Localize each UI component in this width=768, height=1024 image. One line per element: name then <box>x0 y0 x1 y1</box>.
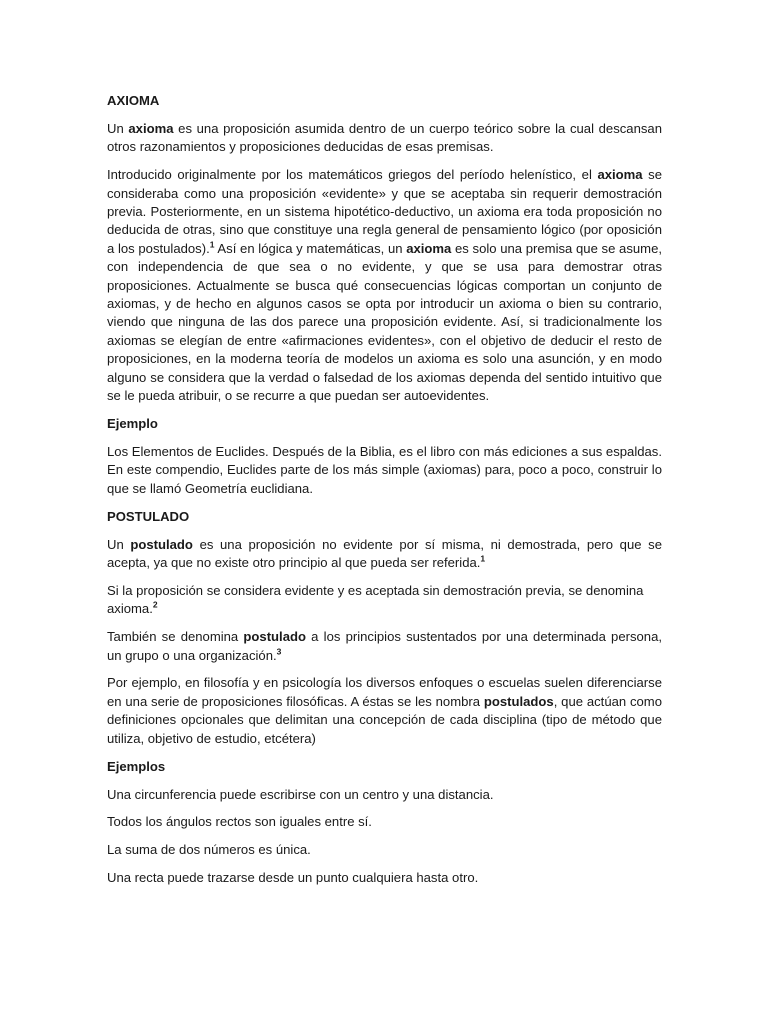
term-postulados: postulados <box>483 693 554 709</box>
axioma-history-paragraph <box>107 166 662 405</box>
term-postulado: postulado <box>243 629 306 645</box>
example-item: La suma de dos números es única. <box>107 842 311 858</box>
footnote-marker: 2 <box>152 599 158 610</box>
term-postulado: postulado <box>130 536 193 552</box>
postulado-definition-paragraph <box>107 536 662 573</box>
section-heading-axioma: AXIOMA <box>107 93 160 108</box>
section-heading-postulado: POSTULADO <box>107 508 190 524</box>
example-item: Una recta puede trazarse desde un punto cualquiera hasta otro. <box>107 870 479 886</box>
text-run: Un <box>107 120 129 136</box>
text-run: es una proposición no evidente por sí misma, ni demostrada, pero que se acepta, ya que no existe otro principio al que pueda ser referida. <box>107 536 662 570</box>
document-body <box>107 92 662 897</box>
text-run: es solo una premisa que se asume, con independencia de que sea o no evidente, y que se usa para demostrar otras proposiciones. Actualmente se busca qué consecuencias lógicas comportan un conjunto de axiomas, y de hecho en algunos casos se opta por introducir un axioma o bien su contrario, viendo que ninguna de las dos parece una proposición evidente. Así, si tradicionalmente los axiomas se elegían de entre «afirmaciones evidentes», con el objetivo de deducir el resto de proposiciones, en la moderna teoría de modelos un axioma es solo una asunción, y en modo alguno se considera que la verdad o falsedad de los axiomas dependa del sentido intuitivo que se le pueda atribuir, o se recurre a que puedan ser autoevidentes. <box>107 240 662 404</box>
text-run: También se denomina <box>107 629 244 645</box>
term-axioma: axioma <box>406 240 452 256</box>
text-run: es una proposición asumida dentro de un cuerpo teórico sobre la cual descansan otros razonamientos y proposiciones deducidas de esas premisas. <box>107 120 662 155</box>
text-run: Introducido originalmente por los matemáticos griegos del período helenístico, el <box>107 167 598 183</box>
footnote-marker: 1 <box>480 553 486 564</box>
subheading-ejemplo: Ejemplo <box>107 416 158 431</box>
term-axioma: axioma <box>597 167 643 183</box>
text-run: se consideraba como una proposición «evidente» y que se aceptaba sin requerir demostración previa. Posteriormente, en un sistema hipotético-deductivo, un axioma era toda proposición no deducida de otras, sino que constituye una regla general de pensamiento lógico (por oposición a los postulados). <box>107 167 662 256</box>
axioma-definition-paragraph <box>107 120 662 157</box>
text-run: Por ejemplo, en filosofía y en psicología los diversos enfoques o escuelas suelen diferenciarse en una serie de proposiciones filosóficas. A éstas se les nombra <box>107 675 662 709</box>
axioma-example-paragraph: Los Elementos de Euclides. Después de la Biblia, es el libro con más ediciones a sus espaldas. En este compendio, Euclides parte de los más simple (axiomas) para, poco a poco, construir lo que se llamó Geometría euclidiana. <box>107 443 662 496</box>
postulado-also-paragraph <box>107 628 662 665</box>
example-item: Una circunferencia puede escribirse con un centro y una distancia. <box>107 786 494 802</box>
text-run: Un <box>107 536 131 552</box>
axiom-note-paragraph <box>107 582 662 619</box>
text-run: Así en lógica y matemáticas, un <box>214 240 407 256</box>
text-run: a los principios sustentados por una determinada persona, un grupo o una organización. <box>107 629 662 663</box>
postulado-philosophy-paragraph <box>107 674 662 748</box>
footnote-marker: 1 <box>209 239 215 250</box>
term-axioma: axioma <box>128 120 174 136</box>
text-run: Si la proposición se considera evidente y es aceptada sin demostración previa, se denomina axioma. <box>107 582 644 617</box>
text-run: , que actúan como definiciones opcionales que delimitan una concepción de cada disciplina (tipo de método que utiliza, objetivo de estudio, etcétera) <box>107 693 663 746</box>
subheading-ejemplos: Ejemplos <box>107 758 166 774</box>
footnote-marker: 3 <box>276 646 282 657</box>
example-item: Todos los ángulos rectos son iguales entre sí. <box>107 814 372 830</box>
